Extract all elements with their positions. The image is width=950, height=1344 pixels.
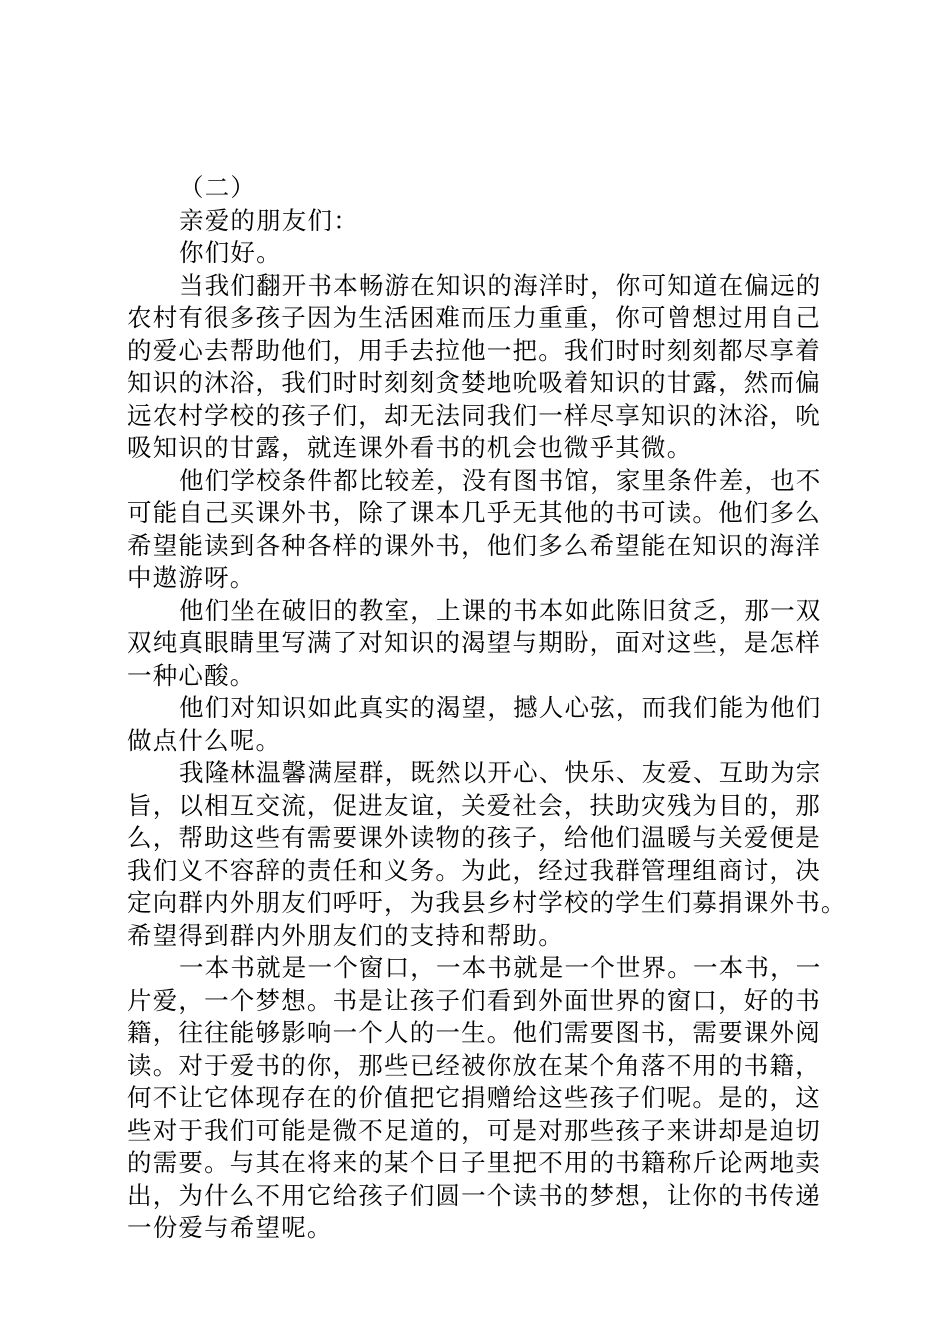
paragraph-line: 读。对于爱书的你，那些已经被你放在某个角落不用的书籍， <box>127 1050 821 1080</box>
paragraph-line: 我隆林温馨满屋群，既然以开心、快乐、友爱、互助为宗 <box>179 758 822 787</box>
section-heading: （二） <box>179 173 257 202</box>
paragraph-line: 他们对知识如此真实的渴望，撼人心弦，而我们能为他们 <box>179 693 822 722</box>
paragraph-4 <box>127 692 837 757</box>
paragraph-line: 做点什么呢。 <box>127 725 282 755</box>
paragraph-line: 片爱，一个梦想。书是让孩子们看到外面世界的窗口，好的书 <box>127 985 821 1015</box>
salutation: 亲爱的朋友们： <box>179 205 359 235</box>
paragraph-line: 当我们翻开书本畅游在知识的海洋时，你可知道在偏远的 <box>179 270 822 300</box>
letter-body <box>127 172 847 1245</box>
paragraph-2 <box>127 465 837 595</box>
paragraph-line: 些对于我们可能是微不足道的，可是对那些孩子来讲却是迫切 <box>127 1115 821 1145</box>
paragraph-line: 希望能读到各种各样的课外书，他们多么希望能在知识的海洋 <box>127 530 821 560</box>
paragraph-1 <box>127 270 837 465</box>
paragraph-line: 他们坐在破旧的教室，上课的书本如此陈旧贫乏，那一双 <box>179 595 822 625</box>
paragraph-line: 籍，往往能够影响一个人的一生。他们需要图书，需要课外阅 <box>127 1018 821 1047</box>
paragraph-line: 希望得到群内外朋友们的支持和帮助。 <box>127 920 564 950</box>
paragraph-line: 定向群内外朋友们呼吁，为我县乡村学校的学生们募捐课外书。 <box>127 888 847 917</box>
paragraph-line: 知识的沐浴，我们时时刻刻贪婪地吮吸着知识的甘露，然而偏 <box>127 368 821 397</box>
paragraph-line: 一份爱与希望呢。 <box>127 1213 333 1242</box>
paragraph-line: 吸知识的甘露，就连课外看书的机会也微乎其微。 <box>127 433 693 462</box>
paragraph-line: 农村有很多孩子因为生活困难而压力重重，你可曾想过用自己 <box>127 303 821 332</box>
paragraph-line: 一本书就是一个窗口，一本书就是一个世界。一本书，一 <box>179 953 822 982</box>
paragraph-line: 可能自己买课外书，除了课本几乎无其他的书可读。他们多么 <box>127 498 821 527</box>
paragraph-5 <box>127 757 847 952</box>
greeting: 你们好。 <box>179 238 282 267</box>
paragraph-line: 么，帮助这些有需要课外读物的孩子，给他们温暖与关爱便是 <box>127 823 821 852</box>
paragraph-line: 的爱心去帮助他们，用手去拉他一把。我们时时刻刻都尽享着 <box>127 335 821 365</box>
paragraph-line: 的需要。与其在将来的某个日子里把不用的书籍称斤论两地卖 <box>127 1148 821 1177</box>
paragraph-6 <box>127 952 837 1245</box>
paragraph-line: 中遨游呀。 <box>127 563 256 592</box>
paragraph-line: 一种心酸。 <box>127 660 256 690</box>
paragraph-line: 双纯真眼睛里写满了对知识的渴望与期盼，面对这些，是怎样 <box>127 628 821 657</box>
paragraph-3 <box>127 595 837 693</box>
paragraph-line: 出，为什么不用它给孩子们圆一个读书的梦想，让你的书传递 <box>127 1180 821 1210</box>
paragraph-line: 远农村学校的孩子们，却无法同我们一样尽享知识的沐浴，吮 <box>127 400 821 430</box>
paragraph-line: 他们学校条件都比较差，没有图书馆，家里条件差，也不 <box>179 465 822 495</box>
paragraph-line: 何不让它体现存在的价值把它捐赠给这些孩子们呢。是的，这 <box>127 1083 821 1112</box>
paragraph-line: 旨，以相互交流，促进友谊，关爱社会，扶助灾残为目的，那 <box>127 790 821 820</box>
paragraph-line: 我们义不容辞的责任和义务。为此，经过我群管理组商讨，决 <box>127 855 821 885</box>
